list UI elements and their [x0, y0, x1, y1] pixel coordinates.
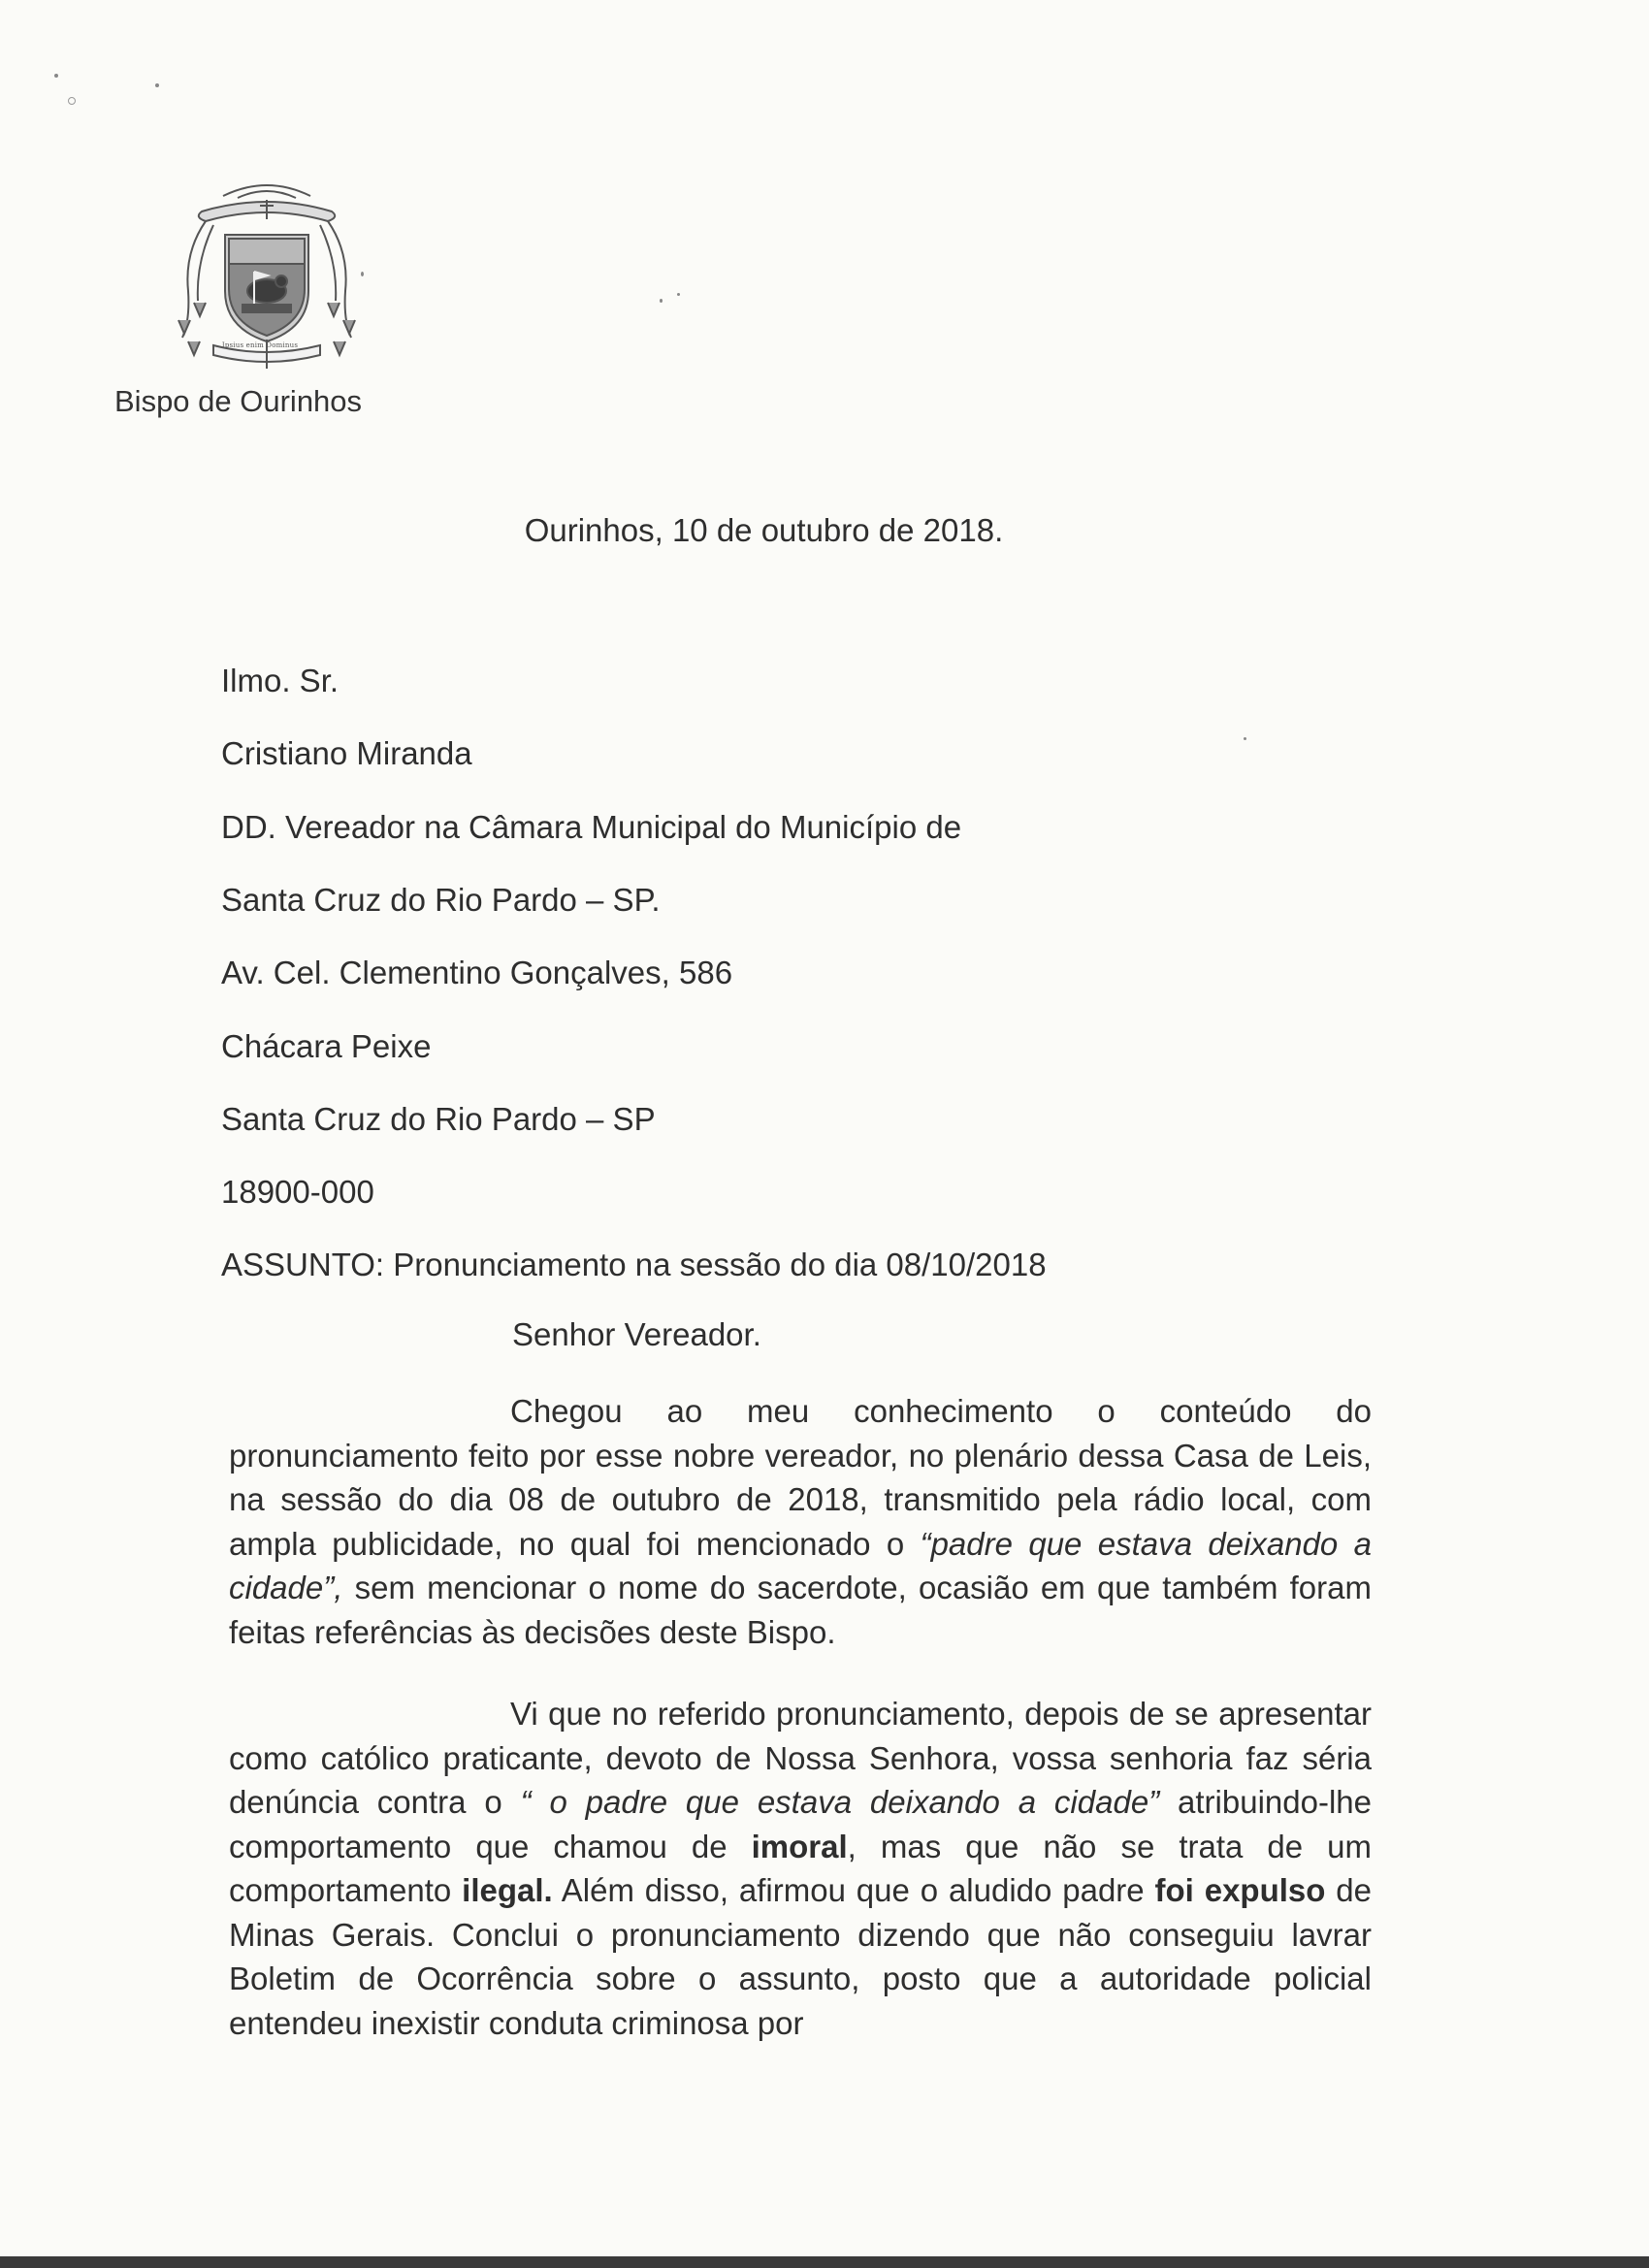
- scan-speck: [677, 293, 680, 296]
- p2-bold-ilegal: ilegal.: [462, 1872, 553, 1908]
- scan-speck: [68, 97, 76, 105]
- recipient-name: Cristiano Miranda: [221, 735, 472, 771]
- body-paragraph-1: [229, 1389, 1372, 1654]
- recipient-position: DD. Vereador na Câmara Municipal do Município de: [221, 809, 962, 845]
- p1-text-a: Chegou ao meu conhecimento o conteúdo do pronunciamento feito por esse nobre vereador, no plenário dessa Casa de Leis, na sessão do dia 08 de outubro de 2018, transmitido pela rádio local, com ampla publicidade, no qual foi mencionado o: [229, 1393, 1372, 1562]
- p2-text-a: Vi que no referido pronunciamento, depois de se apresentar como católico praticante, devoto de Nossa Senhora, vossa senhoria faz séria denúncia contra o: [229, 1696, 1372, 1820]
- subject-line: ASSUNTO: Pronunciamento na sessão do dia 08/10/2018: [221, 1247, 1047, 1282]
- body-paragraph-2: [229, 1692, 1372, 2045]
- scan-speck: [660, 299, 663, 303]
- p1-quote: “padre que estava deixando a cidade”,: [229, 1525, 1372, 1605]
- p2-text-d: Além disso, afirmou que o aludido padre: [552, 1872, 1155, 1908]
- recipient-zip: 18900-000: [221, 1174, 374, 1210]
- p2-bold-expulso: foi expulso: [1154, 1872, 1326, 1908]
- recipient-district: Chácara Peixe: [221, 1028, 432, 1064]
- place-date: Ourinhos, 10 de outubro de 2018.: [524, 512, 1004, 548]
- p2-text-b: atribuindo-lhe comportamento que chamou de: [229, 1784, 1372, 1864]
- recipient-street: Av. Cel. Clementino Gonçalves, 586: [221, 955, 733, 990]
- p1-text-b: sem mencionar o nome do sacerdote, ocasião em que também foram feitas referências às decisões deste Bispo.: [229, 1570, 1372, 1650]
- scan-bottom-edge: [0, 2256, 1649, 2268]
- coat-of-arms-icon: [165, 175, 369, 369]
- scan-speck: [155, 83, 159, 87]
- p2-bold-imoral: imoral: [751, 1828, 848, 1864]
- recipient-city-line: Santa Cruz do Rio Pardo – SP.: [221, 882, 661, 918]
- p2-text-c: , mas que não se trata de um comportamento: [229, 1828, 1372, 1908]
- p2-text-e: de Minas Gerais. Conclui o pronunciamento dizendo que não conseguiu lavrar Boletim de Ocorrência sobre o assunto, posto que a autoridade policial entendeu inexistir conduta criminosa por: [229, 1872, 1372, 2041]
- crest-motto: Ipsius enim Dominus: [221, 341, 299, 349]
- recipient-title: Ilmo. Sr.: [221, 663, 340, 698]
- scan-speck: [54, 74, 58, 78]
- recipient-city: Santa Cruz do Rio Pardo – SP: [221, 1101, 656, 1137]
- salutation: Senhor Vereador.: [512, 1316, 761, 1352]
- scan-speck: [1244, 737, 1246, 740]
- sender-title: Bispo de Ourinhos: [114, 384, 363, 418]
- p2-quote: “ o padre que estava deixando a cidade”: [520, 1784, 1160, 1820]
